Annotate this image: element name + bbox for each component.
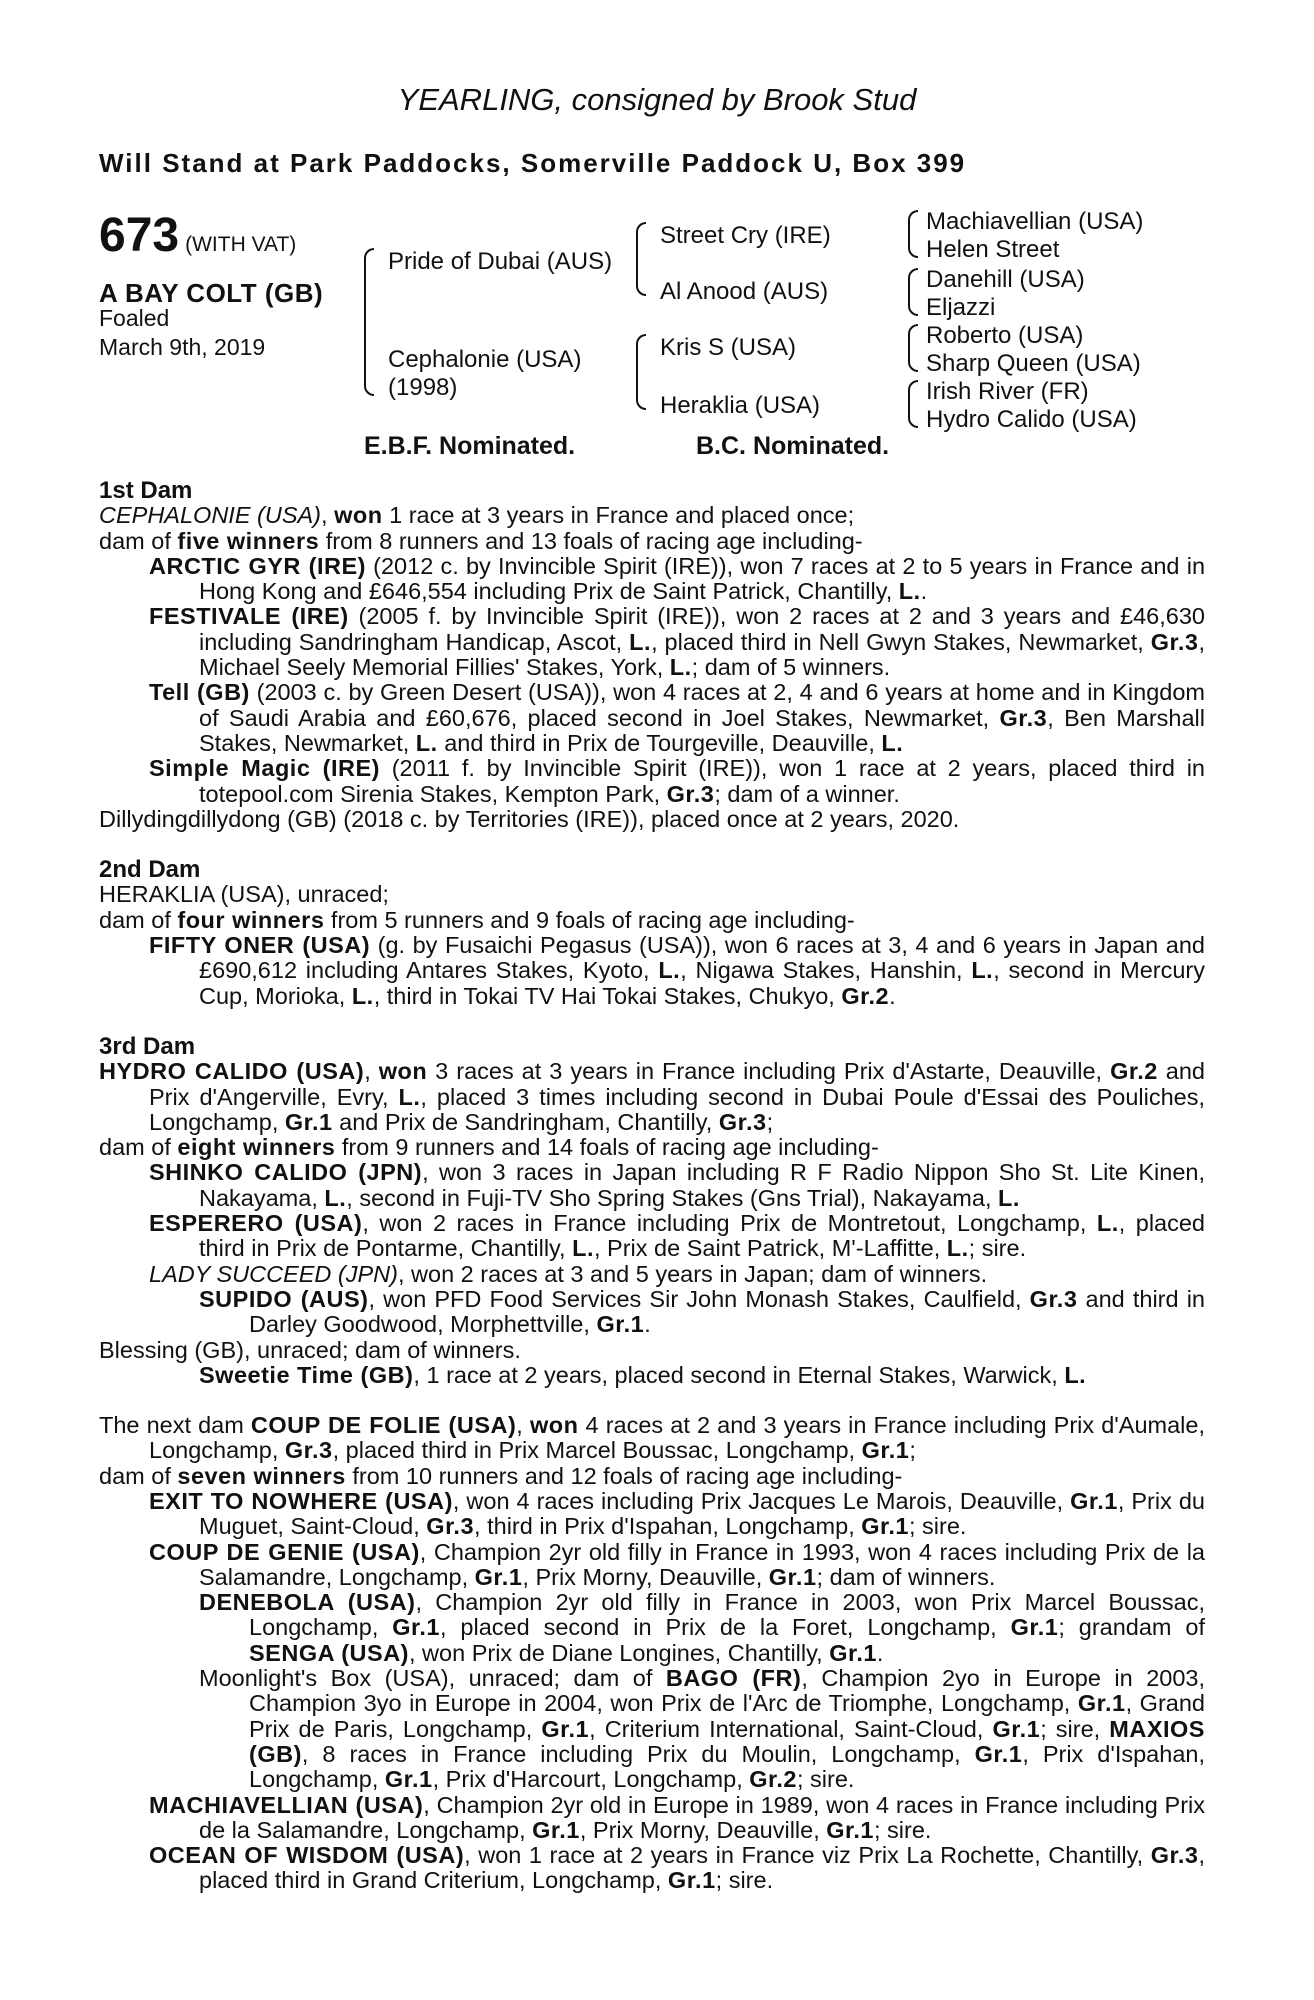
- text-run: Moonlight's Box (USA), unraced; dam of: [199, 1665, 666, 1692]
- text-run: , third in Prix d'Ispahan, Longchamp,: [474, 1513, 862, 1540]
- pedigree-brace: [908, 268, 918, 316]
- bold-text: Gr.1: [1070, 1487, 1118, 1514]
- bold-text: L.: [324, 1184, 347, 1211]
- vat-note: (WITH VAT): [185, 233, 297, 256]
- produce-summary: [99, 1464, 1205, 1489]
- text-run: from 8 runners and 13 foals of racing age including-: [319, 527, 863, 554]
- bold-text: Simple Magic (IRE): [149, 755, 380, 782]
- pedigree-sire: Pride of Dubai (AUS): [388, 248, 613, 275]
- text-run: ;: [766, 1108, 774, 1135]
- pedigree-brace: [908, 324, 918, 372]
- bold-text: won: [529, 1412, 579, 1439]
- text-run: , placed third in Nell Gwyn Stakes, Newmarket,: [651, 628, 1151, 655]
- bold-text: Gr.3: [718, 1108, 767, 1135]
- text-run: , 8 races in France including Prix du Moulin, Longchamp,: [301, 1740, 975, 1767]
- produce-entry: [99, 1843, 1205, 1894]
- text-run: (2003 c. by Green Desert (USA)), won 4 races at 2, 4 and 6 years at home and in Kingdom of Saudi Arabia and £60,676, placed second in Joel Stakes, Newmarket,: [199, 679, 1205, 731]
- produce-entry: [99, 1262, 1205, 1287]
- text-run: , Prix Morny, Deauville,: [579, 1816, 827, 1843]
- section-heading-1st-dam: 1st Dam: [99, 477, 193, 504]
- bold-text: Gr.1: [596, 1311, 645, 1338]
- bold-text: L.: [415, 729, 438, 756]
- bold-text: Gr.2: [841, 982, 890, 1009]
- text-run: , Champion 2yr old filly in France in 2003, won Prix Marcel Boussac, Longchamp,: [249, 1589, 1205, 1641]
- produce-entry: [99, 756, 1205, 807]
- text-run: , won Prix de Diane Longines, Chantilly,: [409, 1639, 830, 1666]
- text-run: dam of: [99, 1134, 178, 1161]
- bold-text: Gr.1: [284, 1108, 333, 1135]
- bold-text: five winners: [177, 527, 320, 554]
- bold-text: Gr.1: [861, 1513, 909, 1540]
- text-run: .: [876, 1639, 884, 1666]
- produce-entry: [99, 933, 1205, 1009]
- bold-text: L.: [669, 654, 692, 681]
- text-run: and Prix de Sandringham, Chantilly,: [332, 1108, 719, 1135]
- pedigree-g6: Sharp Queen (USA): [926, 350, 1141, 377]
- bold-text: Gr.1: [992, 1715, 1041, 1742]
- bold-text: L.: [998, 1184, 1020, 1211]
- pedigree-g8: Hydro Calido (USA): [926, 406, 1137, 433]
- text-run: ; sire.: [715, 1867, 774, 1894]
- pedigree-g1: Machiavellian (USA): [926, 208, 1144, 235]
- text-run: ; sire,: [1040, 1715, 1110, 1742]
- text-run: , Champion 2yr old in Europe in 1989, won 4 races in France including Prix de la Salamandre, Longchamp,: [199, 1791, 1205, 1843]
- bold-text: Gr.3: [426, 1513, 475, 1540]
- bold-text: won: [334, 502, 383, 529]
- bc-nomination: B.C. Nominated.: [696, 432, 890, 460]
- produce-entry: [99, 1590, 1205, 1666]
- section-heading-2nd-dam: 2nd Dam: [99, 856, 201, 884]
- text-run: The next dam: [99, 1412, 251, 1439]
- bold-text: SUPIDO (AUS): [199, 1285, 369, 1312]
- produce-entry: [99, 604, 1205, 680]
- bold-text: DENEBOLA (USA): [199, 1589, 416, 1616]
- dam-record: [99, 1059, 1205, 1135]
- bold-text: eight winners: [177, 1134, 336, 1161]
- produce-entry: [99, 1489, 1205, 1540]
- bold-text: Gr.3: [284, 1437, 333, 1464]
- dam-record: [99, 503, 1205, 528]
- text-run: Blessing (GB), unraced; dam of winners.: [99, 1336, 521, 1363]
- bold-text: Gr.1: [474, 1563, 523, 1590]
- bold-text: Gr.2: [749, 1766, 797, 1793]
- bold-text: seven winners: [177, 1462, 346, 1489]
- ebf-nomination: E.B.F. Nominated.: [364, 432, 576, 460]
- text-run: , placed second in Prix de la Foret, Longchamp,: [439, 1614, 1011, 1641]
- dam-record: [99, 882, 1205, 907]
- bold-text: Gr.3: [666, 780, 715, 807]
- text-run: .: [644, 1311, 651, 1338]
- text-run: Dillydingdillydong (GB) (2018 c. by Territories (IRE)), placed once at 2 years, 2020.: [99, 805, 960, 832]
- section-heading-3rd-dam: 3rd Dam: [99, 1032, 196, 1060]
- bold-text: ESPERERO (USA): [149, 1210, 363, 1237]
- pedigree-g3: Danehill (USA): [926, 266, 1085, 293]
- bold-text: L.: [1096, 1210, 1119, 1237]
- text-run: dam of: [99, 906, 178, 933]
- text-run: ; sire.: [968, 1235, 1027, 1262]
- text-run: and third in Darley Goodwood, Morphettville,: [249, 1285, 1205, 1338]
- text-run: from 5 runners and 9 foals of racing age including-: [324, 906, 855, 933]
- bold-text: EXIT TO NOWHERE (USA): [149, 1487, 453, 1514]
- text-run: , 1 race at 2 years, placed second in Eternal Stakes, Warwick,: [413, 1361, 1065, 1388]
- text-run: , second in Fuji-TV Sho Spring Stakes (Gns Trial), Nakayama,: [346, 1184, 999, 1211]
- text-run: .: [889, 982, 896, 1009]
- text-run: , Nigawa Stakes, Hanshin,: [680, 957, 972, 984]
- produce-entry: [99, 1540, 1205, 1591]
- text-run: dam of: [99, 527, 178, 554]
- produce-entry: [99, 1160, 1205, 1211]
- bold-text: Gr.1: [532, 1816, 580, 1843]
- text-run: , Prix de Saint Patrick, M'-Laffitte,: [594, 1235, 947, 1262]
- pedigree-g4: Eljazzi: [926, 294, 996, 321]
- text-run: , won 2 races in France including Prix de Montretout, Longchamp,: [362, 1210, 1097, 1237]
- text-run: , Champion 2yo in Europe in 2003, Champion 3yo in Europe in 2004, won Prix de l'Arc de Triomphe, Longchamp,: [249, 1665, 1206, 1717]
- pedigree-brace: [636, 222, 646, 296]
- produce-entry: [99, 1666, 1205, 1792]
- text-run: from 10 runners and 12 foals of racing age including-: [345, 1462, 903, 1489]
- produce-entry: [99, 554, 1205, 605]
- text-run: , third in Tokai TV Hai Tokai Stakes, Chukyo,: [373, 982, 842, 1009]
- pedigree-brace: [636, 334, 646, 410]
- text-run: (2005 f. by Invincible Spirit (IRE)), won 2 races at 2 and 3 years and £46,630 including Sandringham Handicap, Ascot,: [199, 603, 1205, 655]
- pedigree-g2: Helen Street: [926, 236, 1060, 263]
- text-run: ; sire.: [797, 1766, 855, 1793]
- bold-text: COUP DE GENIE (USA): [149, 1538, 420, 1565]
- bold-text: won: [378, 1058, 428, 1085]
- produce-entry: [99, 1287, 1205, 1338]
- text-run: , placed third in Prix Marcel Boussac, Longchamp,: [332, 1437, 862, 1464]
- text-run: , Prix du Muguet, Saint-Cloud,: [199, 1487, 1205, 1540]
- pedigree-g7: Irish River (FR): [926, 378, 1089, 405]
- text-run: ,: [321, 502, 335, 529]
- bold-text: Gr.1: [768, 1563, 817, 1590]
- bold-text: Gr.1: [667, 1867, 716, 1894]
- text-run: , Prix Morny, Deauville,: [522, 1563, 769, 1590]
- dam-line-text: [99, 478, 1205, 1894]
- text-run: (2011 f. by Invincible Spirit (IRE)), won 1 race at 2 years, placed third in totepool.com Sirenia Stakes, Kempton Park,: [199, 755, 1205, 807]
- bold-text: Gr.1: [541, 1715, 590, 1742]
- text-run: , placed third in Grand Criterium, Longchamp,: [199, 1842, 1205, 1894]
- text-run: , second in Mercury Cup, Morioka,: [199, 957, 1205, 1009]
- pedigree-brace: [908, 210, 918, 258]
- produce-entry: [99, 1363, 1205, 1388]
- produce-summary: [99, 908, 1205, 933]
- bold-text: Gr.1: [826, 1816, 874, 1843]
- text-run: HERAKLIA (USA), unraced;: [99, 881, 389, 908]
- text-run: , placed third in Prix de Pontarme, Chantilly,: [199, 1210, 1205, 1262]
- produce-entry: [99, 807, 1205, 832]
- text-run: and Prix d'Angerville, Evry,: [149, 1058, 1205, 1110]
- text-run: , won PFD Food Services Sir John Monash Stakes, Caulfield,: [368, 1285, 1030, 1312]
- bold-text: L.: [398, 1083, 421, 1110]
- text-run: ; dam of winners.: [816, 1563, 996, 1590]
- produce-entry: [99, 680, 1205, 756]
- pedigree-sire-sire: Street Cry (IRE): [660, 222, 831, 249]
- bold-text: FIFTY ONER (USA): [149, 932, 371, 959]
- produce-summary: [99, 529, 1205, 554]
- bold-text: Gr.1: [974, 1740, 1023, 1767]
- text-run: 4 races at 2 and 3 years in France including Prix d'Aumale, Longchamp,: [149, 1412, 1205, 1464]
- bold-text: MAXIOS (GB): [249, 1715, 1205, 1767]
- pedigree-g5: Roberto (USA): [926, 322, 1084, 349]
- text-run: , won 2 races at 3 and 5 years in Japan; dam of winners.: [397, 1260, 988, 1287]
- catalogue-title: YEARLING, consigned by Brook Stud: [397, 82, 917, 117]
- bold-text: L.: [572, 1235, 594, 1262]
- produce-entry: [99, 1211, 1205, 1262]
- text-run: ,: [364, 1058, 379, 1085]
- bold-text: BAGO (FR): [665, 1665, 802, 1692]
- bold-text: Gr.1: [1010, 1614, 1059, 1641]
- text-run: (2012 c. by Invincible Spirit (IRE)), won 7 races at 2 to 5 years in France and in Hong Kong and £646,554 including Prix de Saint Patrick, Chantilly,: [199, 552, 1206, 605]
- text-run: , placed 3 times including second in Dubai Poule d'Essai des Pouliches, Longchamp,: [149, 1083, 1205, 1135]
- pedigree-dam-dam: Heraklia (USA): [660, 392, 821, 419]
- text-run: 3 races at 3 years in France including Prix d'Astarte, Deauville,: [427, 1058, 1111, 1085]
- lot-number-block: [99, 208, 296, 263]
- bold-text: L.: [971, 957, 994, 984]
- bold-text: Gr.3: [999, 704, 1048, 731]
- text-run: , Prix d'Harcourt, Longchamp,: [432, 1766, 750, 1793]
- bold-text: L.: [629, 628, 652, 655]
- text-run: , Prix d'Ispahan, Longchamp,: [249, 1740, 1205, 1793]
- text-run: ; grandam of: [1058, 1614, 1205, 1641]
- bold-text: L.: [898, 578, 921, 605]
- pedigree-dam-year: (1998): [388, 374, 458, 401]
- foaled-date: March 9th, 2019: [99, 334, 266, 360]
- produce-entry: [99, 1338, 1205, 1363]
- bold-text: HYDRO CALIDO (USA): [99, 1058, 365, 1085]
- text-run: ,: [516, 1412, 530, 1439]
- bold-text: Sweetie Time (GB): [199, 1361, 414, 1388]
- bold-text: Gr.1: [392, 1614, 440, 1641]
- bold-text: SHINKO CALIDO (JPN): [149, 1159, 423, 1186]
- bold-text: MACHIAVELLIAN (USA): [149, 1791, 424, 1818]
- italic-text: CEPHALONIE (USA): [99, 502, 321, 529]
- produce-entry: [99, 1793, 1205, 1844]
- text-run: (g. by Fusaichi Pegasus (USA)), won 6 races at 3, 4 and 6 years in Japan and £690,612 including Antares Stakes, Kyoto,: [199, 932, 1205, 984]
- text-run: from 9 runners and 14 foals of racing age including-: [335, 1134, 879, 1161]
- next-dam-record: [99, 1413, 1205, 1464]
- produce-summary: [99, 1135, 1205, 1160]
- text-run: , won 3 races in Japan including R F Radio Nippon Sho St. Lite Kinen, Nakayama,: [199, 1159, 1205, 1211]
- text-run: and third in Prix de Tourgeville, Deauville,: [437, 729, 882, 756]
- bold-text: L.: [881, 729, 904, 756]
- text-run: , won 4 races including Prix Jacques Le Marois, Deauville,: [452, 1487, 1071, 1514]
- bold-text: FESTIVALE (IRE): [149, 603, 349, 630]
- bold-text: SENGA (USA): [249, 1639, 409, 1666]
- text-run: , won 1 race at 2 years in France viz Prix La Rochette, Chantilly,: [464, 1842, 1151, 1869]
- bold-text: Gr.1: [829, 1639, 877, 1666]
- stabling-location: Will Stand at Park Paddocks, Somerville Paddock U, Box 399: [99, 148, 967, 178]
- text-run: dam of: [99, 1462, 178, 1489]
- bold-text: OCEAN OF WISDOM (USA): [149, 1842, 465, 1869]
- bold-text: COUP DE FOLIE (USA): [250, 1412, 517, 1439]
- text-run: .: [920, 578, 928, 605]
- text-run: , Grand Prix de Paris, Longchamp,: [249, 1690, 1205, 1742]
- text-run: ; dam of 5 winners.: [691, 654, 891, 681]
- pedigree-brace: [364, 248, 374, 396]
- bold-text: L.: [351, 982, 374, 1009]
- text-run: ; dam of a winner.: [714, 780, 900, 807]
- pedigree-brace: [908, 380, 918, 428]
- bold-text: L.: [946, 1235, 969, 1262]
- bold-text: Gr.1: [861, 1437, 910, 1464]
- text-run: ; sire.: [874, 1816, 932, 1843]
- text-run: , Ben Marshall Stakes, Newmarket,: [199, 704, 1206, 756]
- text-run: ; sire.: [909, 1513, 967, 1540]
- bold-text: Gr.3: [1150, 628, 1199, 655]
- bold-text: Gr.2: [1110, 1058, 1158, 1085]
- pedigree-dam: Cephalonie (USA): [388, 346, 582, 373]
- lot-number: 673: [99, 209, 180, 262]
- foaled-label: Foaled: [99, 305, 170, 331]
- text-run: , Michael Seely Memorial Fillies' Stakes, York,: [199, 628, 1205, 681]
- bold-text: ARCTIC GYR (IRE): [149, 552, 366, 579]
- text-run: 1 race at 3 years in France and placed once;: [382, 502, 855, 529]
- pedigree-sire-dam: Al Anood (AUS): [660, 278, 829, 305]
- bold-text: Gr.3: [1150, 1842, 1199, 1869]
- bold-text: Gr.1: [1077, 1690, 1126, 1717]
- text-run: ;: [909, 1437, 916, 1464]
- lot-description: A BAY COLT (GB): [99, 278, 324, 308]
- bold-text: L.: [658, 957, 681, 984]
- italic-text: LADY SUCCEED (JPN): [149, 1260, 398, 1287]
- bold-text: Gr.3: [1029, 1285, 1078, 1312]
- text-run: , Criterium International, Saint-Cloud,: [589, 1715, 993, 1742]
- text-run: , Champion 2yr old filly in France in 1993, won 4 races including Prix de la Salamandre, Longchamp,: [199, 1538, 1205, 1590]
- bold-text: four winners: [177, 906, 325, 933]
- foaled-info: [99, 304, 329, 362]
- bold-text: Gr.1: [384, 1766, 433, 1793]
- pedigree-dam-sire: Kris S (USA): [660, 334, 797, 361]
- bold-text: Tell (GB): [149, 679, 250, 706]
- bold-text: L.: [1064, 1361, 1087, 1388]
